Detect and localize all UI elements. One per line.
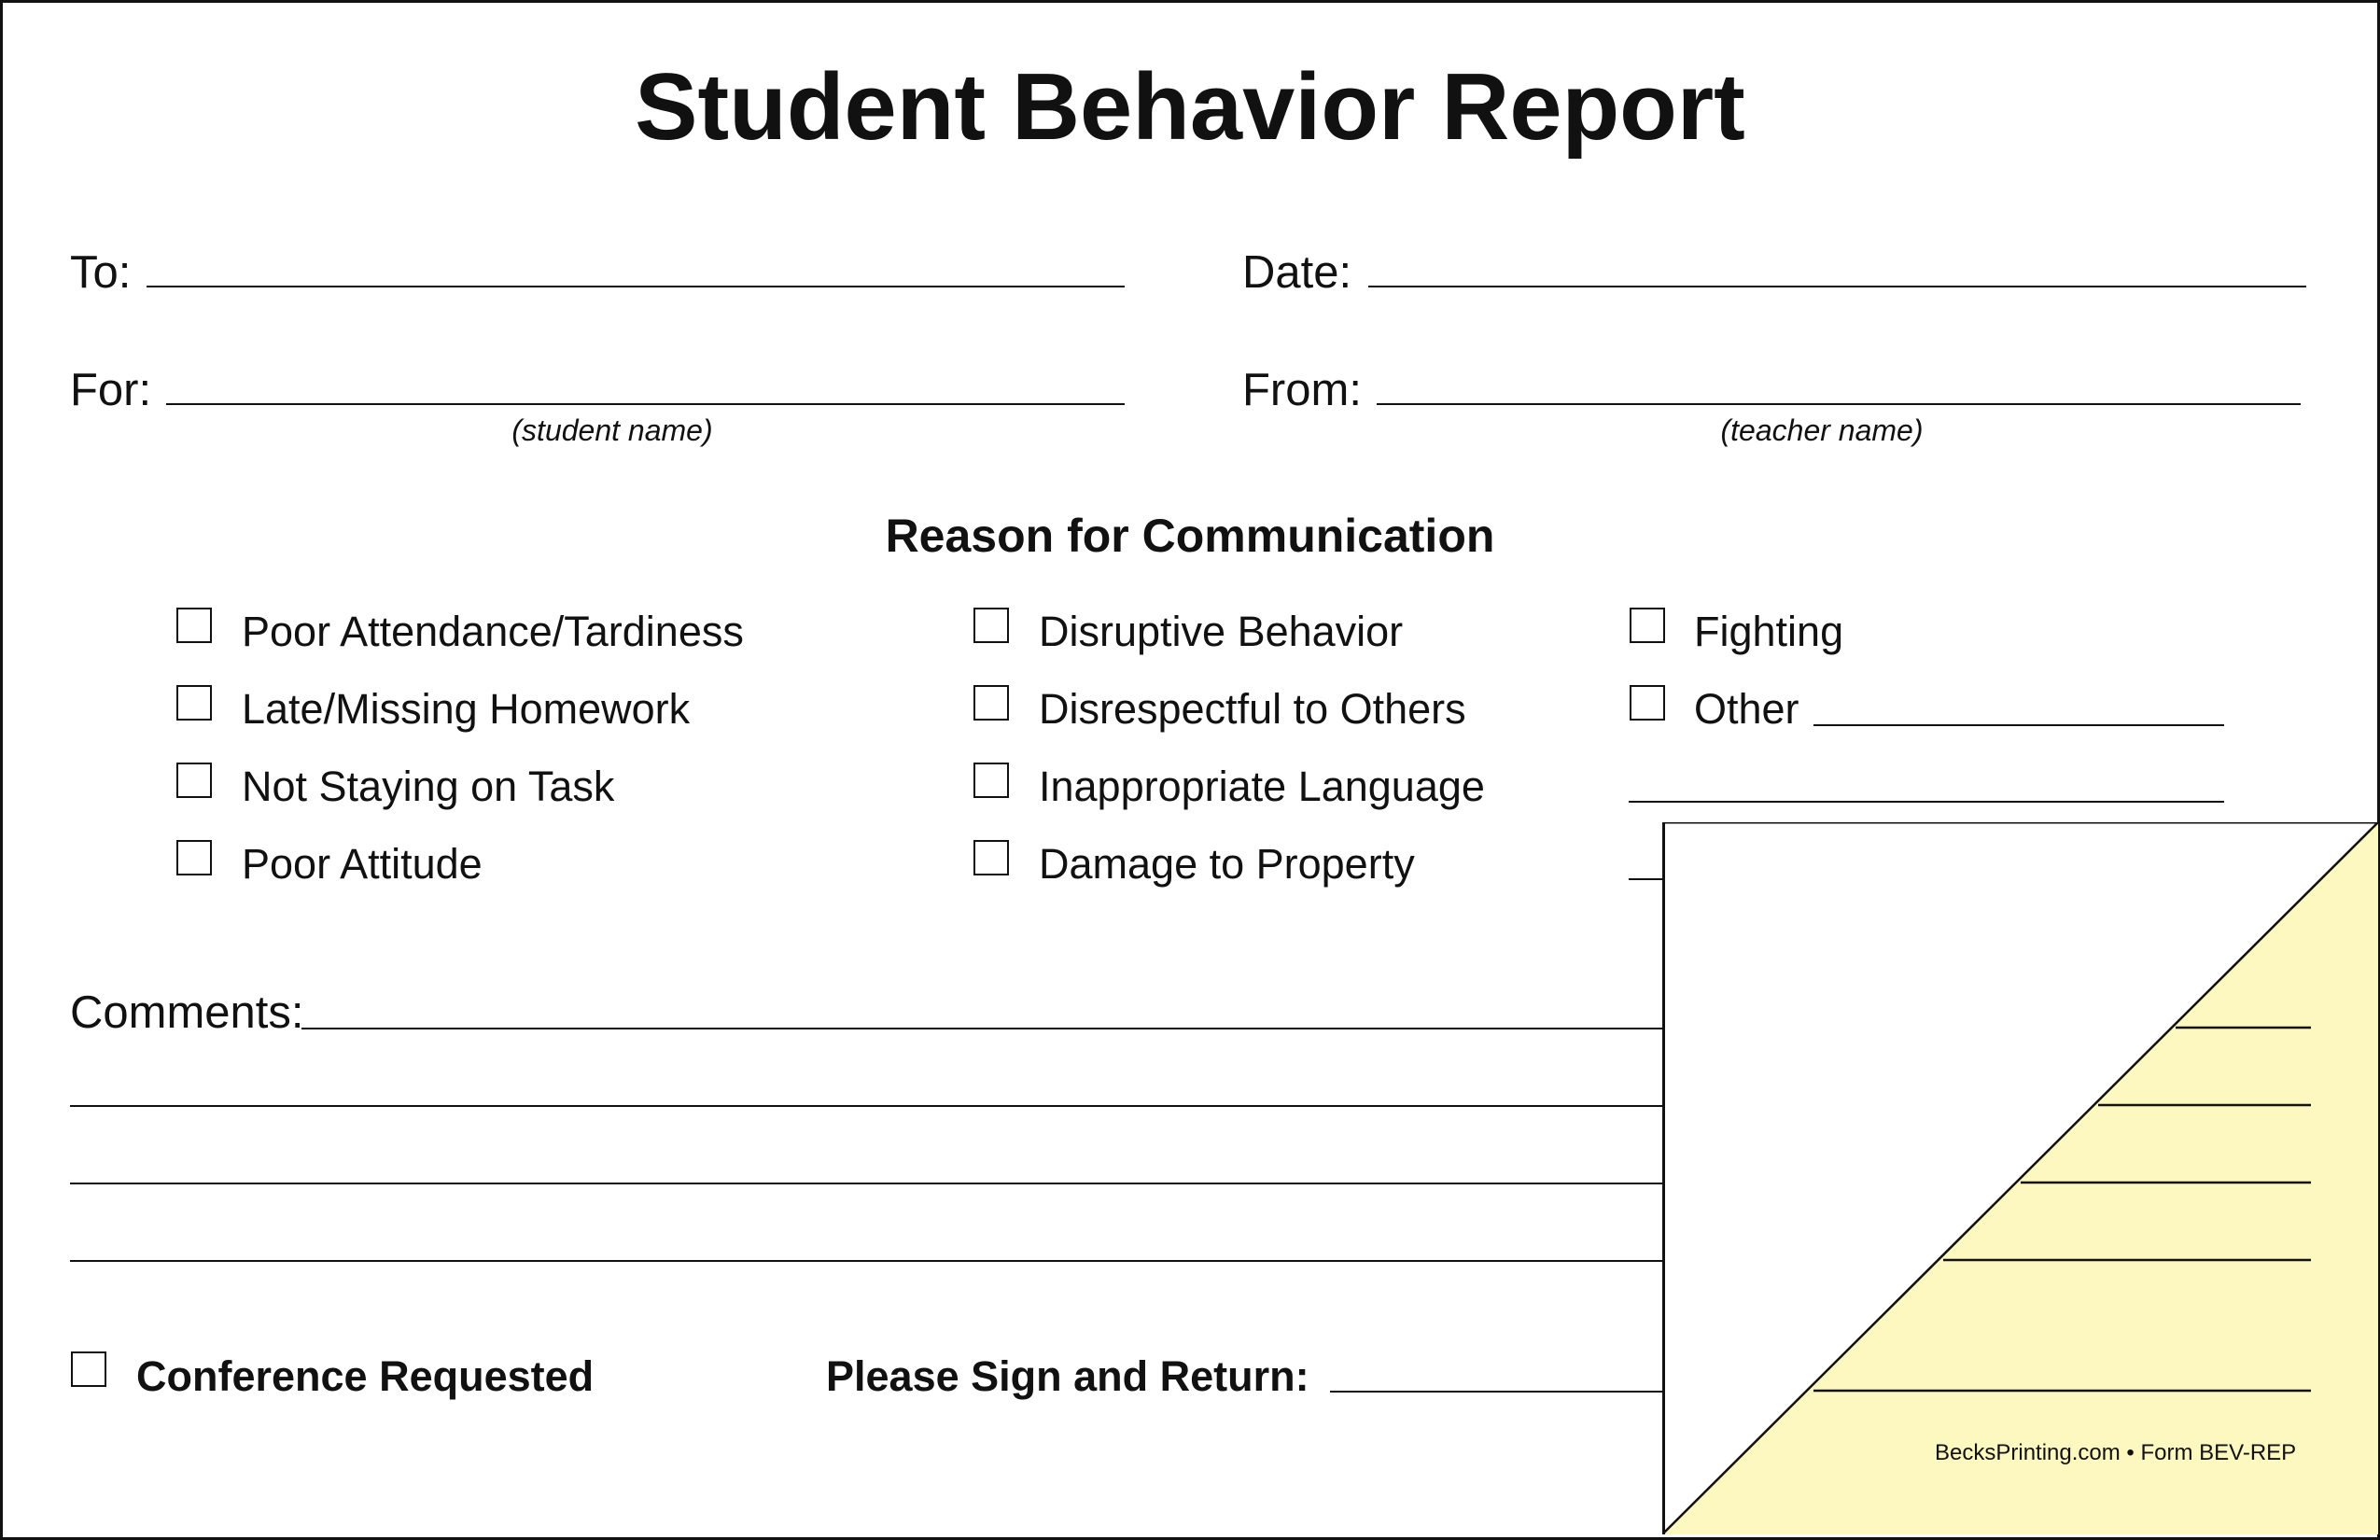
checkbox-damage-property[interactable] — [973, 840, 1009, 875]
reason-label: Poor Attendance/Tardiness — [242, 608, 744, 655]
checkbox-inappropriate-language[interactable] — [973, 763, 1009, 798]
other-field-line-2[interactable] — [1629, 801, 2224, 803]
teacher-name-hint: (teacher name) — [1720, 413, 1924, 447]
reason-label: Not Staying on Task — [242, 763, 615, 810]
reason-label: Inappropriate Language — [1039, 763, 1485, 810]
checkbox-not-on-task[interactable] — [176, 763, 212, 798]
other-field[interactable] — [1813, 724, 2224, 726]
student-name-field[interactable] — [166, 403, 1125, 405]
form-title: Student Behavior Report — [635, 55, 1745, 160]
carbon-copy-page-curl — [1662, 822, 2378, 1534]
student-name-hint: (student name) — [511, 413, 713, 447]
reason-label: Poor Attitude — [242, 840, 483, 888]
to-label: To: — [70, 247, 132, 298]
checkbox-poor-attendance[interactable] — [176, 608, 212, 643]
reason-label: Damage to Property — [1039, 840, 1415, 888]
form-credit: BecksPrinting.com • Form BEV-REP — [1935, 1440, 2297, 1465]
reason-heading: Reason for Communication — [885, 510, 1495, 562]
checkbox-other[interactable] — [1630, 685, 1665, 721]
sign-label: Please Sign and Return: — [826, 1352, 1309, 1400]
checkbox-disrespectful[interactable] — [973, 685, 1009, 721]
reason-label: Late/Missing Homework — [242, 685, 691, 733]
checkbox-fighting[interactable] — [1630, 608, 1665, 643]
reason-label: Disrespectful to Others — [1039, 685, 1466, 733]
checkbox-poor-attitude[interactable] — [176, 840, 212, 875]
teacher-name-field[interactable] — [1377, 403, 2301, 405]
reason-label: Disruptive Behavior — [1039, 608, 1404, 655]
checkbox-disruptive-behavior[interactable] — [973, 608, 1009, 643]
reason-label: Other — [1694, 685, 1799, 733]
for-label: For: — [70, 365, 152, 415]
comments-label: Comments: — [70, 987, 304, 1038]
to-field[interactable] — [147, 286, 1125, 287]
from-label: From: — [1242, 365, 1362, 415]
conference-label: Conference Requested — [136, 1352, 595, 1400]
date-label: Date: — [1242, 247, 1352, 298]
reason-label: Fighting — [1694, 608, 1844, 655]
checkbox-conference-requested[interactable] — [71, 1351, 106, 1387]
date-field[interactable] — [1368, 286, 2306, 287]
checkbox-late-homework[interactable] — [176, 685, 212, 721]
